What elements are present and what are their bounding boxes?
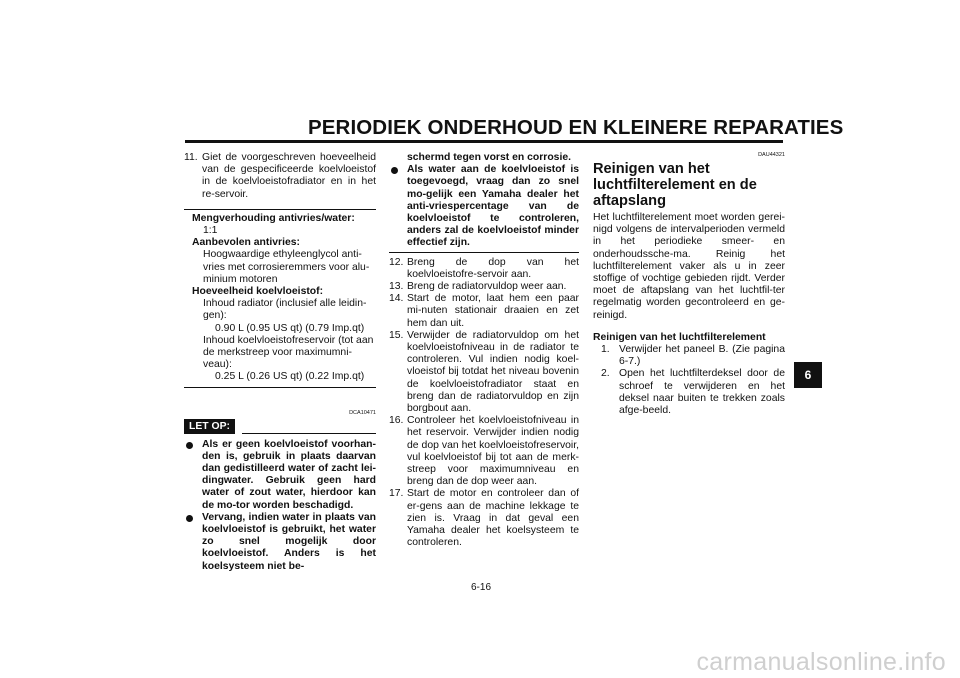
step-number: 15. <box>389 329 404 341</box>
page-title: PERIODIEK ONDERHOUD EN KLEINERE REPARATIES <box>308 116 844 139</box>
chapter-tab: 6 <box>794 362 822 388</box>
column-2 <box>389 152 579 550</box>
step-2 <box>601 368 785 417</box>
title-rule <box>185 140 783 143</box>
caution-bullet <box>389 164 579 252</box>
step-number: 13. <box>389 281 404 293</box>
bullet-text: schermd tegen vorst en corrosie. <box>407 152 571 163</box>
caution-header <box>184 419 376 435</box>
steps-list <box>593 344 785 417</box>
section-intro: Het luchtfilterelement moet worden gerei-nigd volgens de intervalperioden vermeld in het periodieke smeer- en onderhoudssche-ma. Reinig het luchtfilterelement vaker als u in zeer stoffige of vochtige gebieden rijdt. Verder moet de aftapslang van het luchtfil-ter regelmatig worden gecontroleerd en ge-reinigd. <box>593 212 785 321</box>
reservoir-capacity-value: 0.25 L (0.26 US qt) (0.22 Imp.qt) <box>215 371 365 383</box>
bullet-text: Als er geen koelvloeistof voorhan-den is, gebruik in plaats daarvan dan gedistilleerd water of zacht lei-dingwater. Gebruik geen hard water of zout water, hierdoor kan de mo-tor worden beschadigd. <box>202 438 376 511</box>
antifreeze-value: Hoogwaardige ethyleenglycol anti-vries met corrosieremmers voor alu-minium motoren <box>203 249 370 285</box>
coolant-quantity-label: Hoeveelheid koelvloeistof: <box>192 286 324 298</box>
watermark: carmanualsonline.info <box>696 648 946 676</box>
caution-bullet-continued <box>389 152 579 164</box>
column-3 <box>593 152 785 417</box>
steps-list <box>389 257 579 550</box>
caution-bullets <box>184 439 376 573</box>
caution-label: LET OP: <box>184 419 235 434</box>
step-text: Open het luchtfilterdeksel door de schroef te verwijderen en het deksel naar buiten te trekken zoals afge-beeld. <box>619 368 785 417</box>
step-text: Start de motor, laat hem een paar mi-nuten stationair draaien en zet hem dan uit. <box>407 293 579 329</box>
step-text: Start de motor en controleer dan of er-gens aan de machine lekkage te zien is. Vraag in dat geval een Yamaha dealer het koelsysteem te controleren. <box>407 488 579 549</box>
step-number: 14. <box>389 293 404 305</box>
step-text: Controleer het koelvloeistofniveau in het reservoir. Verwijder indien nodig de dop van het koelvloeistofreservoir, vul koelvloeistof bij tot aan de merk-streep voor maximumniveau en breng dan de dop weer aan. <box>407 415 579 488</box>
section-code: DAU44321 <box>758 152 785 158</box>
step-15 <box>389 330 579 415</box>
step-number: 11. <box>184 152 198 163</box>
step-text: Giet de voorgeschreven hoeveelheid van de gespecificeerde koelvloeistof in de koelvloeistofradiator en in het re-servoir. <box>202 152 376 200</box>
step-1 <box>601 344 785 368</box>
caution-bullet <box>184 439 376 512</box>
step-number: 16. <box>389 415 404 427</box>
step-13 <box>389 281 579 293</box>
section-heading: Reinigen van het luchtfilterelement en de aftapslang <box>593 161 757 209</box>
reservoir-capacity-label: Inhoud koelvloeistofreservoir (tot aan de merkstreep voor maximumni-veau): <box>203 334 374 371</box>
step-text: Verwijder het paneel B. (Zie pagina 6-7.) <box>619 344 785 368</box>
caution-rule <box>242 433 376 434</box>
step-16 <box>389 415 579 488</box>
bullet-icon <box>391 167 398 174</box>
antifreeze-label: Aanbevolen antivries: <box>192 237 300 249</box>
subsection-heading: Reinigen van het luchtfilterelement <box>593 331 766 343</box>
step-number: 12. <box>389 256 404 268</box>
step-14 <box>389 293 579 330</box>
bullet-text: Vervang, indien water in plaats van koelvloeistof is gebruikt, het water zo snel mogelijk door koelvloeistof. Anders is het koelsysteem niet be- <box>202 511 376 572</box>
step-text: Breng de radiatorvuldop weer aan. <box>407 281 567 293</box>
mix-ratio-label: Mengverhouding antivries/water: <box>192 212 355 224</box>
page-number: 6-16 <box>471 582 492 593</box>
step-17 <box>389 488 579 549</box>
bullet-icon <box>186 442 193 449</box>
step-text: Verwijder de radiatorvuldop om het koelvloeistofniveau in de radiator te controleren. Vul indien nodig koel-vloeistof bij totdat het niveau bovenin de koelvloeistofradiator staat en breng dan de radiatorvuldop en zijn borgbout aan. <box>407 329 579 415</box>
caution-bullet <box>184 512 376 573</box>
column-1 <box>184 152 376 573</box>
caution-code: DCA10471 <box>349 409 376 416</box>
step-12 <box>389 257 579 281</box>
radiator-capacity-label: Inhoud radiator (inclusief alle leidin-gen): <box>203 298 367 322</box>
mix-ratio-value: 1:1 <box>203 225 218 237</box>
step-number: 1. <box>601 344 610 356</box>
bullet-icon <box>186 515 193 522</box>
step-number: 17. <box>389 488 404 500</box>
step-text: Breng de dop van het koelvloeistofre-servoir aan. <box>407 256 579 280</box>
bullet-text: Als water aan de koelvloeistof is toegevoegd, vraag dan zo snel mo-gelijk een Yamaha dealer het anti-vriespercentage van de koelvloeistof te controleren, anders zal de koelvloeistof minder effectief zijn. <box>407 164 579 249</box>
step-number: 2. <box>601 368 610 380</box>
step-11 <box>184 152 376 201</box>
coolant-spec-box <box>184 209 376 388</box>
radiator-capacity-value: 0.90 L (0.95 US qt) (0.79 Imp.qt) <box>215 322 365 334</box>
